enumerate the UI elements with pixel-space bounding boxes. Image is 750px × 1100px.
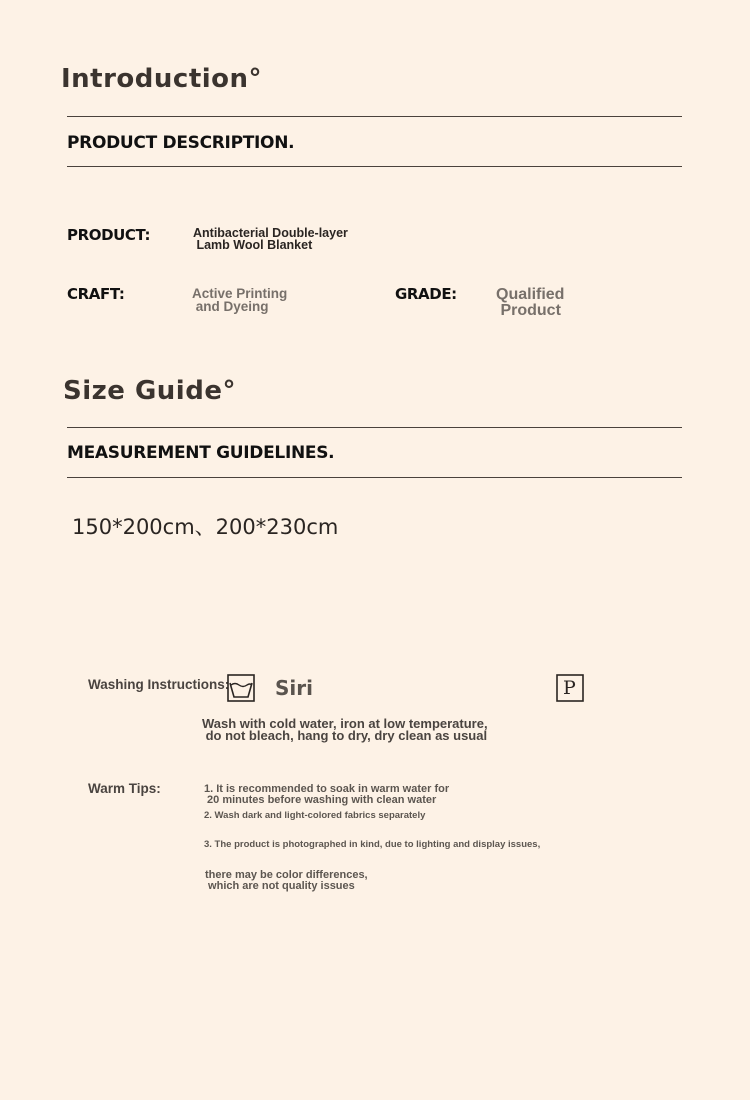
dry-clean-p-symbol: P: [563, 677, 576, 699]
tip-item: 1. It is recommended to soak in warm water for 20 minutes before washing with clean water: [204, 783, 450, 806]
divider: [67, 477, 682, 478]
product-value: Antibacterial Double-layer Lamb Wool Blanket: [193, 226, 348, 252]
craft-label: CRAFT:: [67, 285, 125, 303]
measurement-guidelines-heading: MEASUREMENT GUIDELINES.: [67, 443, 335, 463]
product-label: PRODUCT:: [67, 226, 151, 244]
craft-value: Active Printing and Dyeing: [192, 286, 288, 314]
grade-label: GRADE:: [395, 285, 457, 303]
washing-text: Wash with cold water, iron at low temperature, do not bleach, hang to dry, dry clean as usual: [202, 716, 488, 743]
tip-item: 2. Wash dark and light-colored fabrics separately: [204, 810, 426, 821]
divider: [67, 166, 682, 167]
tip-item: 3. The product is photographed in kind, due to lighting and display issues,: [204, 839, 541, 850]
introduction-title: Introduction°: [61, 64, 263, 94]
product-description-heading: PRODUCT DESCRIPTION.: [67, 133, 295, 153]
size-guide-title: Size Guide°: [63, 376, 236, 406]
tip-item: there may be color differences, which are not quality issues: [205, 869, 368, 892]
divider: [67, 427, 682, 428]
size-options: 150*200cm、200*230cm: [72, 515, 339, 539]
warm-tips-label: Warm Tips:: [88, 781, 161, 796]
divider: [67, 116, 682, 117]
washing-instructions-label: Washing Instructions:: [88, 677, 230, 692]
grade-value: Qualified Product: [496, 286, 565, 319]
washtub-icon: [227, 674, 255, 702]
brand-logo: Siri: [275, 676, 313, 700]
dry-clean-p-icon: [556, 674, 584, 702]
